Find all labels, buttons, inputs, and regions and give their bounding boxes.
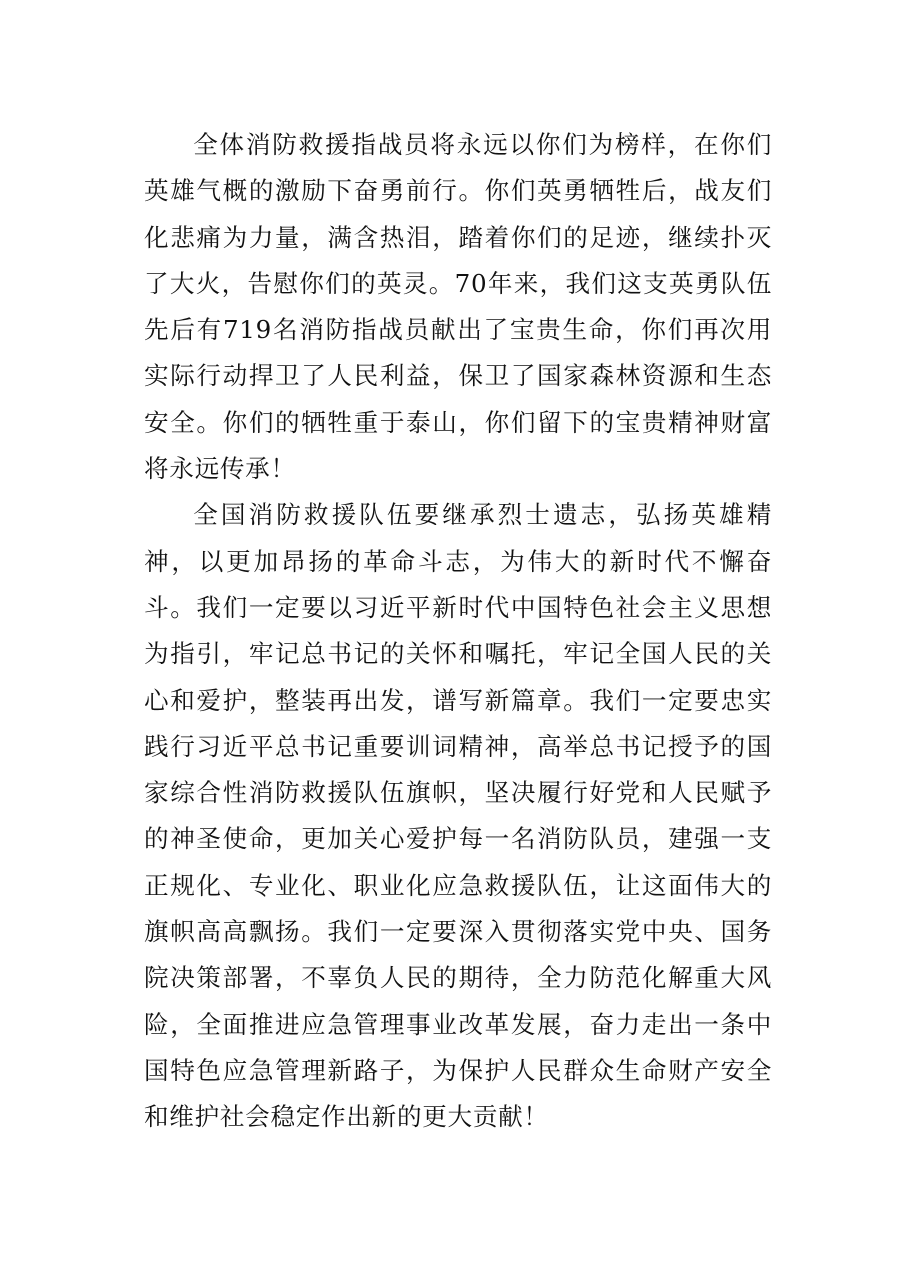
body-text <box>144 122 772 1141</box>
paragraph-2: 全国消防救援队伍要继承烈士遗志，弘扬英雄精神，以更加昂扬的革命斗志，为伟大的新时代不懈奋斗。我们一定要以习近平新时代中国特色社会主义思想为指引，牢记总书记的关怀和嘱托，牢记全国人民的关心和爱护，整装再出发，谱写新篇章。我们一定要忠实践行习近平总书记重要训词精神，高举总书记授予的国家综合性消防救援队伍旗帜，坚决履行好党和人民赋予的神圣使命，更加关心爱护每一名消防队员，建强一支正规化、专业化、职业化应急救援队伍，让这面伟大的旗帜高高飘扬。我们一定要深入贯彻落实党中央、国务院决策部署，不辜负人民的期待，全力防范化解重大风险，全面推进应急管理事业改革发展，奋力走出一条中国特色应急管理新路子，为保护人民群众生命财产安全和维护社会稳定作出新的更大贡献！ <box>144 500 772 1132</box>
paragraph-1: 全体消防救援指战员将永远以你们为榜样，在你们英雄气概的激励下奋勇前行。你们英勇牺牲后，战友们化悲痛为力量，满含热泪，踏着你们的足迹，继续扑灭了大火，告慰你们的英灵。70年来，我们这支英勇队伍先后有719名消防指战员献出了宝贵生命，你们再次用实际行动捍卫了人民利益，保卫了国家森林资源和生态安全。你们的牺牲重于泰山，你们留下的宝贵精神财富将永远传承！ <box>144 130 772 484</box>
